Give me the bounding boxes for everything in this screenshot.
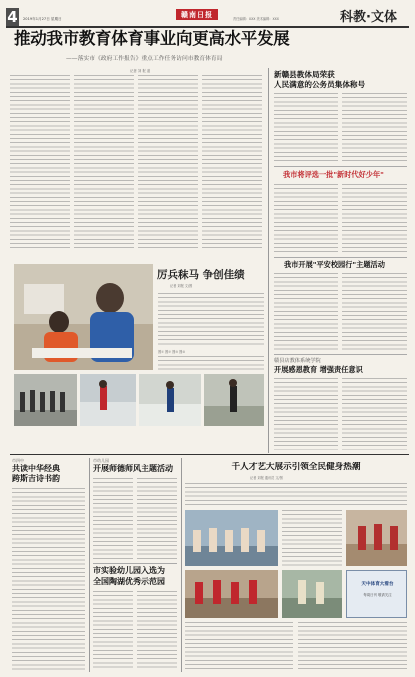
section-rule (10, 454, 409, 455)
story-d-body-b (185, 622, 293, 670)
feature-text (158, 293, 264, 345)
right-story-3-body-b (342, 273, 407, 351)
feature-photo-4 (139, 374, 201, 426)
rule (274, 166, 407, 167)
story-b-body-a (93, 478, 133, 560)
ad-box (346, 570, 407, 618)
column-rule (181, 458, 182, 672)
right-story-2-body-b (342, 184, 407, 254)
story-b-title: 开展师德师风主题活动 (93, 464, 173, 473)
rule (93, 563, 177, 564)
story-a-title-line-1: 共读中华经典 (12, 464, 60, 473)
story-d-photo-2 (346, 510, 407, 566)
story-1-title-line-2: 人民满意的公务员集体称号 (274, 80, 366, 89)
story-3-title: 我市开展"平安校园行"主题活动 (284, 260, 385, 269)
feature-caption: 图① 图② 图③ 图④ (158, 350, 186, 354)
lead-column-1 (10, 75, 70, 250)
feature-byline: 记者 刘报 文/图 (170, 284, 193, 288)
story-c-title-line-2: 全国陶湖优秀示范园 (93, 577, 165, 586)
feature-title: 厉兵秣马 争创佳绩 (157, 269, 245, 281)
story-a-kicker: 市四中 (12, 458, 24, 463)
classroom-photo (14, 264, 153, 370)
right-story-2-body-a (274, 184, 338, 254)
feature-photo-3 (80, 374, 136, 426)
lead-column-4 (202, 75, 262, 250)
lead-byline: 记者 刘 报 道 (130, 69, 151, 73)
feature-photo-5 (204, 374, 264, 426)
rule (274, 354, 407, 355)
page-number: 4 (7, 8, 18, 26)
story-a-title-line-2: 跨斯吉诗书韵 (12, 474, 60, 483)
story-4-title-line-1: 赣县店教体系统学院 (274, 358, 321, 364)
story-4-title-line-2: 开展感恩教育 增强责任意识 (274, 365, 363, 374)
right-story-4-body-b (342, 378, 407, 450)
right-story-1-body-a (274, 93, 338, 163)
masthead-logo: 赣南日报 (176, 9, 218, 20)
rule (274, 257, 407, 258)
right-story-4-body-a (274, 378, 338, 450)
feature-photo-2 (14, 374, 77, 426)
story-b-body-b (137, 478, 177, 560)
ad-line-1: 天中体育大看台 (361, 582, 394, 587)
story-d-body-a (282, 510, 342, 566)
lead-title: 推动我市教育体育事业向更高水平发展 (14, 29, 290, 48)
ad-line-2: 每周日刊 敬请关注 (363, 593, 392, 597)
story-d-photo-3 (185, 570, 278, 618)
lead-subtitle: ——落实市《政府工作报告》重点工作任务访问市教育体育局 (66, 56, 223, 62)
story-d-body-c (298, 622, 407, 670)
story-c-body-a (93, 591, 133, 671)
story-d-photo-1 (185, 510, 278, 566)
editor-line: 责任编辑：XXX 美术编辑：XXX (233, 17, 279, 21)
feature-caption-text (158, 356, 264, 370)
right-story-1 (274, 70, 409, 90)
right-story-1-body-b (342, 93, 407, 163)
story-c-title-line-1: 市实验幼儿园入选为 (93, 566, 165, 575)
lead-column-3 (138, 75, 198, 250)
story-2-title: 我市将评选一批"新时代好少年" (283, 170, 384, 179)
story-d-byline: 记者 刘报 通讯员 文/图 (250, 476, 283, 480)
story-b-kicker: 市幼儿园 (93, 458, 109, 463)
story-d-intro (185, 483, 407, 507)
column-rule (268, 68, 269, 453)
story-a-body (12, 488, 85, 670)
story-d-photo-4 (282, 570, 342, 618)
story-c-body-b (137, 591, 177, 671)
section-title: 科教·文体 (340, 10, 397, 25)
right-story-4 (274, 357, 409, 375)
right-story-3-body-a (274, 273, 338, 351)
story-d-title: 千人才艺大展示引领全民健身热潮 (231, 462, 361, 472)
story-1-title-line-1: 新赣县教体局荣获 (274, 70, 335, 79)
date-line: 2019年1月27日 星期日 (23, 17, 62, 21)
lead-column-2 (74, 75, 134, 250)
feature-photo-main (14, 264, 153, 370)
column-rule (89, 458, 90, 672)
